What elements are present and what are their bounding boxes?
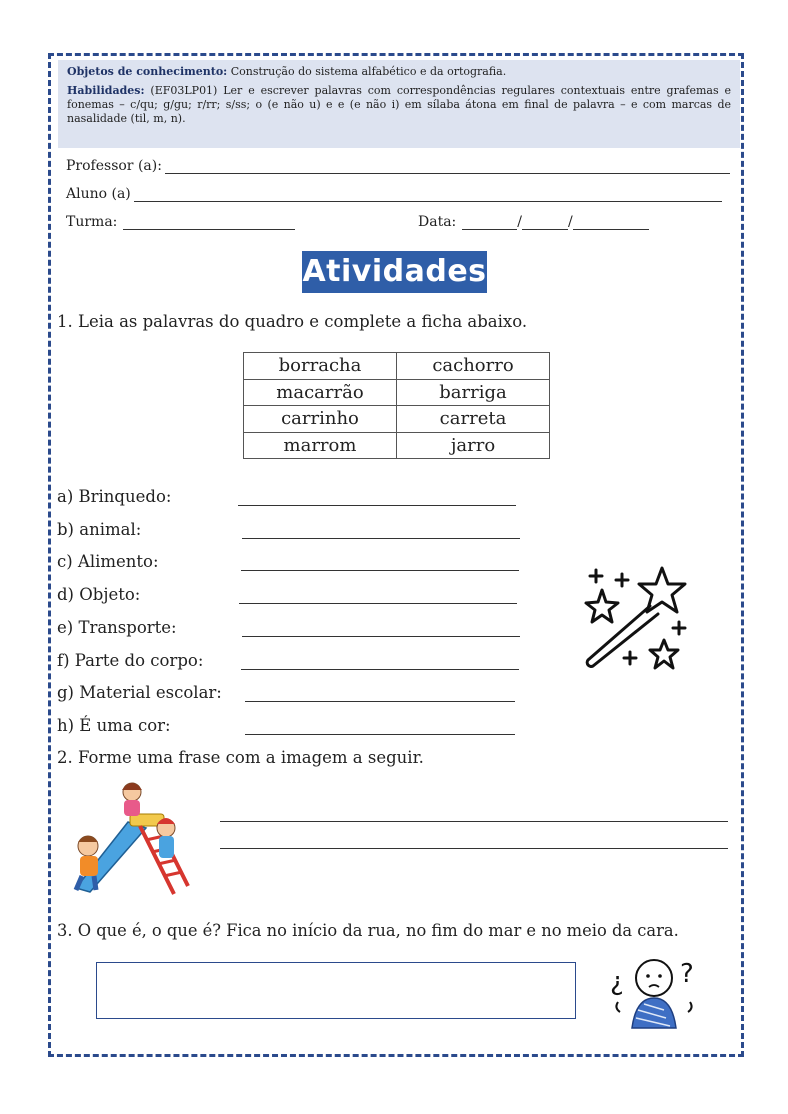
turma-line[interactable] [123,216,295,230]
word-cell: cachorro [397,353,550,380]
aluno-line[interactable] [134,188,722,202]
children-slide-illustration [66,780,196,898]
data-sep-2: / [567,214,573,230]
magic-wand-icon [578,562,696,674]
turma-field [66,214,295,230]
aluno-label: Aluno (a) [66,186,131,202]
item-h-label: h) É uma cor: [57,716,171,735]
question-1: 1. Leia as palavras do quadro e complete a ficha abaixo. [57,312,528,331]
item-a-answer-line[interactable] [238,505,516,506]
data-sep-1: / [517,214,522,230]
aluno-field [66,186,722,202]
word-table [243,352,550,459]
question-3: 3. O que é, o que é? Fica no início da rua, no fim do mar e no meio da cara. [57,921,679,940]
habilidades-text: (EF03LP01) Ler e escrever palavras com correspondências regulares contextuais entre grafemas e fonemas – c/qu; g/gu; r/rr; s/ss; o (e não u) e e (e não i) em sílaba átona em final de palavra – e com marcas de nasalidade (til, m, n). [67,84,731,125]
data-label: Data: [418,214,457,230]
header-box [58,60,740,148]
habilidades-label: Habilidades: [67,84,145,97]
item-b-answer-line[interactable] [242,538,520,539]
word-cell: marrom [244,432,397,459]
item-h-answer-line[interactable] [245,734,515,735]
page-title: Atividades [302,251,487,293]
word-cell: jarro [397,432,550,459]
data-day-line[interactable] [462,216,517,230]
item-e-label: e) Transporte: [57,618,177,637]
data-month-line[interactable] [522,216,568,230]
word-cell: borracha [244,353,397,380]
svg-text:¿: ¿ [610,967,624,997]
table-row [244,406,550,433]
q2-answer-line-2[interactable] [220,848,728,849]
item-c-answer-line[interactable] [241,570,519,571]
q2-answer-line-1[interactable] [220,821,728,822]
data-year-line[interactable] [573,216,649,230]
word-cell: barriga [397,379,550,406]
data-field [418,214,649,230]
word-cell: carrinho [244,406,397,433]
item-f-answer-line[interactable] [241,669,519,670]
item-d-answer-line[interactable] [239,603,517,604]
objetos-label: Objetos de conhecimento: [67,65,228,78]
professor-label: Professor (a): [66,158,162,174]
item-d-label: d) Objeto: [57,585,141,604]
professor-field [66,158,730,174]
svg-text:?: ? [680,959,694,989]
word-cell: carreta [397,406,550,433]
turma-label: Turma: [66,214,118,230]
item-f-label: f) Parte do corpo: [57,651,204,670]
item-c-label: c) Alimento: [57,552,159,571]
table-row [244,353,550,380]
item-b-label: b) animal: [57,520,142,539]
confused-person-icon [604,952,700,1032]
question-2: 2. Forme uma frase com a imagem a seguir. [57,748,424,767]
word-cell: macarrão [244,379,397,406]
item-e-answer-line[interactable] [242,636,520,637]
q3-answer-box[interactable] [96,962,576,1019]
table-row [244,379,550,406]
table-row [244,432,550,459]
professor-line[interactable] [165,160,730,174]
item-g-answer-line[interactable] [245,701,515,702]
objetos-text: Construção do sistema alfabético e da ortografia. [230,65,507,78]
item-g-label: g) Material escolar: [57,683,222,702]
item-a-label: a) Brinquedo: [57,487,172,506]
